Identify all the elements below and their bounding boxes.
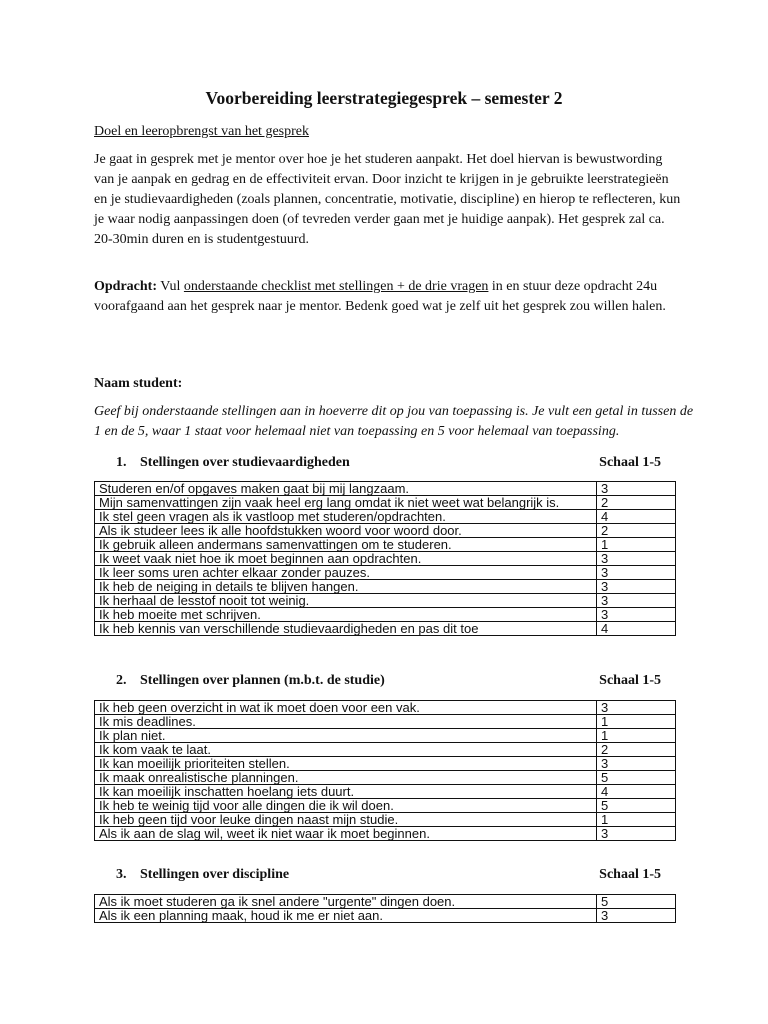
- section-number: 2.: [116, 673, 127, 688]
- statement-score[interactable]: 3: [597, 566, 676, 580]
- statement-row: [95, 524, 676, 538]
- statement-row: [95, 538, 676, 552]
- section-title: Stellingen over discipline: [140, 867, 290, 882]
- scale-label: Schaal 1-5: [599, 867, 661, 882]
- statement-text: Ik stel geen vragen als ik vastloop met studeren/opdrachten.: [95, 510, 597, 524]
- statement-score[interactable]: 3: [597, 482, 676, 496]
- section-3-heading: [116, 867, 661, 883]
- section-title: Stellingen over plannen (m.b.t. de studie): [140, 673, 385, 688]
- statement-score[interactable]: 4: [597, 510, 676, 524]
- statement-text: Als ik een planning maak, houd ik me er niet aan.: [95, 909, 597, 923]
- statement-score[interactable]: 3: [597, 909, 676, 923]
- statement-score[interactable]: 4: [597, 622, 676, 636]
- instruction-text: Geef bij onderstaande stellingen aan in hoeverre dit op jou van toepassing is. Je vult een getal in tussen de 1 en de 5, waar 1 staat voor helemaal niet van toepassing en 5 voor helemaal van toepassing.: [94, 404, 694, 439]
- assignment-paragraph: [94, 277, 684, 317]
- statement-text: Ik weet vaak niet hoe ik moet beginnen aan opdrachten.: [95, 552, 597, 566]
- statement-score[interactable]: 1: [597, 813, 676, 827]
- statement-score[interactable]: 4: [597, 785, 676, 799]
- statement-score[interactable]: 1: [597, 715, 676, 729]
- statement-text: Ik leer soms uren achter elkaar zonder pauzes.: [95, 566, 597, 580]
- statement-text: Studeren en/of opgaves maken gaat bij mij langzaam.: [95, 482, 597, 496]
- statement-row: [95, 496, 676, 510]
- scale-label: Schaal 1-5: [599, 455, 661, 470]
- statement-row: [95, 743, 676, 757]
- statement-score[interactable]: 5: [597, 895, 676, 909]
- statement-row: [95, 895, 676, 909]
- statement-row: [95, 566, 676, 580]
- statement-text: Ik plan niet.: [95, 729, 597, 743]
- statement-row: [95, 510, 676, 524]
- statement-score[interactable]: 2: [597, 496, 676, 510]
- statement-row: [95, 608, 676, 622]
- statement-text: Ik kom vaak te laat.: [95, 743, 597, 757]
- statement-score[interactable]: 2: [597, 743, 676, 757]
- statement-row: [95, 799, 676, 813]
- statement-text: Ik gebruik alleen andermans samenvattingen om te studeren.: [95, 538, 597, 552]
- statement-row: [95, 715, 676, 729]
- statement-score[interactable]: 3: [597, 827, 676, 841]
- statement-text: Ik kan moeilijk inschatten hoelang iets duurt.: [95, 785, 597, 799]
- statement-row: [95, 552, 676, 566]
- statement-text: Ik heb kennis van verschillende studievaardigheden en pas dit toe: [95, 622, 597, 636]
- statement-text: Als ik studeer lees ik alle hoofdstukken woord voor woord door.: [95, 524, 597, 538]
- statement-text: Ik mis deadlines.: [95, 715, 597, 729]
- assignment-text-2: in en stuur deze opdracht 24u voorafgaand aan het gesprek naar je mentor. Bedenk goed wat je zelf uit het gesprek zou willen halen.: [94, 279, 666, 314]
- statement-row: [95, 757, 676, 771]
- statement-text: Als ik aan de slag wil, weet ik niet waar ik moet beginnen.: [95, 827, 597, 841]
- section-subheading: Doel en leeropbrengst van het gesprek: [94, 124, 309, 139]
- statement-text: Mijn samenvattingen zijn vaak heel erg lang omdat ik niet weet wat belangrijk is.: [95, 496, 597, 510]
- statement-score[interactable]: 3: [597, 580, 676, 594]
- statement-text: Ik maak onrealistische planningen.: [95, 771, 597, 785]
- assignment-underlined: onderstaande checklist met stellingen + de drie vragen: [183, 279, 489, 294]
- statement-text: Ik heb te weinig tijd voor alle dingen die ik wil doen.: [95, 799, 597, 813]
- statement-row: [95, 482, 676, 496]
- statement-row: [95, 909, 676, 923]
- student-name-label: Naam student:: [94, 376, 183, 391]
- page-title: Voorbereiding leerstrategiegesprek – semester 2: [205, 88, 563, 108]
- statement-score[interactable]: 3: [597, 594, 676, 608]
- section-1-heading: [116, 455, 661, 471]
- statement-text: Ik heb geen overzicht in wat ik moet doen voor een vak.: [95, 701, 597, 715]
- statement-score[interactable]: 1: [597, 538, 676, 552]
- statement-row: [95, 771, 676, 785]
- section-number: 1.: [116, 455, 127, 470]
- statement-row: [95, 622, 676, 636]
- statement-score[interactable]: 2: [597, 524, 676, 538]
- statement-score[interactable]: 5: [597, 799, 676, 813]
- statement-score[interactable]: 3: [597, 552, 676, 566]
- section-2-table: [94, 700, 676, 841]
- statement-row: [95, 701, 676, 715]
- statement-score[interactable]: 1: [597, 729, 676, 743]
- section-1-table: [94, 481, 676, 636]
- statement-text: Ik heb geen tijd voor leuke dingen naast mijn studie.: [95, 813, 597, 827]
- statement-row: [95, 594, 676, 608]
- statement-row: [95, 813, 676, 827]
- assignment-text-1: Vul: [157, 279, 184, 294]
- statement-row: [95, 785, 676, 799]
- statement-text: Ik kan moeilijk prioriteiten stellen.: [95, 757, 597, 771]
- statement-row: [95, 580, 676, 594]
- section-3-table: [94, 894, 676, 923]
- statement-row: [95, 827, 676, 841]
- intro-paragraph: Je gaat in gesprek met je mentor over hoe je het studeren aanpakt. Het doel hiervan is bewustwording van je aanpak en gedrag en de effectiviteit ervan. Door inzicht te krijgen in je gebruikte leerstrategieën en je studievaardigheden (zoals plannen, concentratie, motivatie, discipline) en hierop te reflecteren, kun je waar nodig aanpassingen doen (of tevreden verder gaan met je huidige aanpak). Het gesprek zal ca. 20-30min duren en is studentgestuurd.: [94, 152, 681, 247]
- statement-text: Ik heb de neiging in details te blijven hangen.: [95, 580, 597, 594]
- section-title: Stellingen over studievaardigheden: [140, 455, 350, 470]
- statement-score[interactable]: 3: [597, 757, 676, 771]
- section-number: 3.: [116, 867, 127, 882]
- statement-score[interactable]: 5: [597, 771, 676, 785]
- scale-label: Schaal 1-5: [599, 673, 661, 688]
- section-2-heading: [116, 673, 661, 689]
- statement-score[interactable]: 3: [597, 701, 676, 715]
- statement-score[interactable]: 3: [597, 608, 676, 622]
- statement-text: Als ik moet studeren ga ik snel andere "urgente" dingen doen.: [95, 895, 597, 909]
- statement-text: Ik herhaal de lesstof nooit tot weinig.: [95, 594, 597, 608]
- statement-row: [95, 729, 676, 743]
- statement-text: Ik heb moeite met schrijven.: [95, 608, 597, 622]
- assignment-label: Opdracht:: [94, 279, 157, 294]
